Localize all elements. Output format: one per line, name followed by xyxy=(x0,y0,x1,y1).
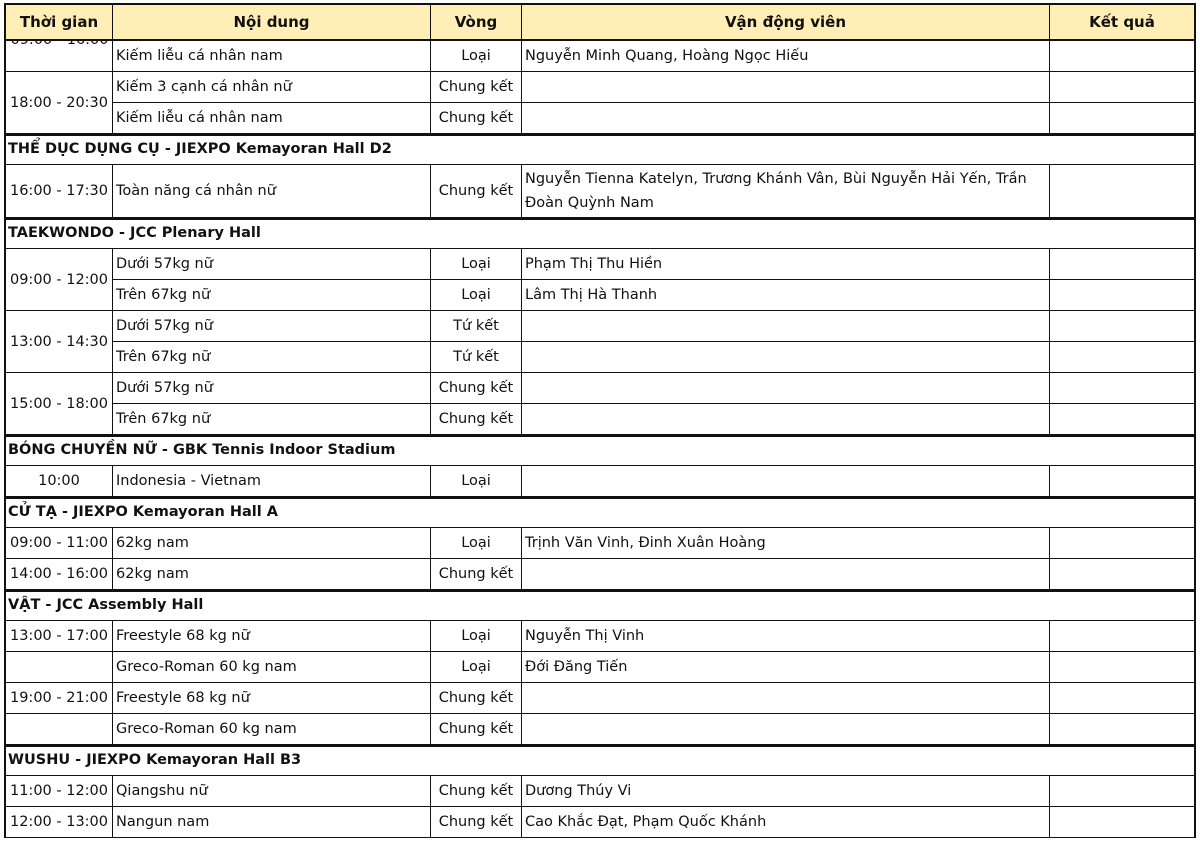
result-cell xyxy=(1050,652,1196,683)
event-cell: Kiếm 3 cạnh cá nhân nữ xyxy=(113,72,431,103)
round-cell: Chung kết xyxy=(431,72,522,103)
result-cell xyxy=(1050,807,1196,838)
event-cell: Nangun nam xyxy=(113,807,431,838)
athletes-cell xyxy=(522,404,1050,435)
time-cell: 09:00 - 11:00 xyxy=(4,528,113,559)
event-cell: Trên 67kg nữ xyxy=(113,280,431,311)
event-cell: Dưới 57kg nữ xyxy=(113,249,431,280)
time-cell: 18:00 - 20:30 xyxy=(4,72,113,134)
table-row xyxy=(4,280,1196,311)
event-cell: Dưới 57kg nữ xyxy=(113,373,431,404)
time-cell xyxy=(4,652,113,683)
table-row xyxy=(4,683,1196,714)
table-row xyxy=(4,466,1196,497)
table-row xyxy=(4,165,1196,218)
athletes-cell xyxy=(522,559,1050,590)
time-cell: 09:00 - 12:00 xyxy=(4,249,113,311)
header-result: Kết quả xyxy=(1089,13,1155,31)
athletes-cell xyxy=(522,72,1050,103)
time-cell: 13:00 - 17:00 xyxy=(4,621,113,652)
round-cell: Chung kết xyxy=(431,373,522,404)
result-cell xyxy=(1050,714,1196,745)
sport-section-title: CỬ TẠ - JIEXPO Kemayoran Hall A xyxy=(4,497,1196,528)
time-cell: 13:00 - 14:30 xyxy=(4,311,113,373)
sport-section-title: TAEKWONDO - JCC Plenary Hall xyxy=(4,218,1196,249)
result-cell xyxy=(1050,311,1196,342)
sport-section-title: WUSHU - JIEXPO Kemayoran Hall B3 xyxy=(4,745,1196,776)
result-cell xyxy=(1050,404,1196,435)
event-cell: Greco-Roman 60 kg nam xyxy=(113,652,431,683)
event-cell: Kiếm liễu cá nhân nam xyxy=(113,103,431,134)
time-cell: 15:00 - 18:00 xyxy=(4,373,113,435)
table-row xyxy=(4,404,1196,435)
athletes-cell xyxy=(522,342,1050,373)
round-cell: Chung kết xyxy=(431,683,522,714)
table-row xyxy=(4,72,1196,103)
athletes-cell: Nguyễn Tienna Katelyn, Trương Khánh Vân, Bùi Nguyễn Hải Yến, Trần Đoàn Quỳnh Nam xyxy=(522,165,1050,218)
result-cell xyxy=(1050,683,1196,714)
table-header xyxy=(4,3,1196,41)
round-cell: Tứ kết xyxy=(431,342,522,373)
event-cell: Indonesia - Vietnam xyxy=(113,466,431,497)
table-row xyxy=(4,807,1196,838)
round-cell: Loại xyxy=(431,621,522,652)
athletes-cell: Cao Khắc Đạt, Phạm Quốc Khánh xyxy=(522,807,1050,838)
round-cell: Loại xyxy=(431,652,522,683)
table-row xyxy=(4,373,1196,404)
cut-time-cell xyxy=(4,41,113,51)
athletes-cell: Nguyễn Thị Vinh xyxy=(522,621,1050,652)
event-cell: Freestyle 68 kg nữ xyxy=(113,683,431,714)
time-cell: 11:00 - 12:00 xyxy=(4,776,113,807)
event-cell: 62kg nam xyxy=(113,559,431,590)
round-cell: Chung kết xyxy=(431,165,522,218)
athletes-cell xyxy=(522,683,1050,714)
time-cell xyxy=(4,714,113,745)
time-cell: 12:00 - 13:00 xyxy=(4,807,113,838)
athletes-cell: Trịnh Văn Vinh, Đinh Xuân Hoàng xyxy=(522,528,1050,559)
schedule-table xyxy=(4,3,1196,841)
event-cell: Toàn năng cá nhân nữ xyxy=(113,165,431,218)
athletes-cell xyxy=(522,103,1050,134)
round-cell: Tứ kết xyxy=(431,311,522,342)
athletes-cell xyxy=(522,311,1050,342)
result-cell xyxy=(1050,373,1196,404)
result-cell xyxy=(1050,280,1196,311)
header-athletes: Vận động viên xyxy=(522,5,1050,39)
result-cell xyxy=(1050,165,1196,218)
result-cell xyxy=(1050,466,1196,497)
table-row xyxy=(4,714,1196,745)
result-cell xyxy=(1050,621,1196,652)
athletes-cell: Lâm Thị Hà Thanh xyxy=(522,280,1050,311)
round-cell: Loại xyxy=(431,41,522,72)
result-cell xyxy=(1050,249,1196,280)
athletes-cell xyxy=(522,373,1050,404)
athletes-cell xyxy=(522,714,1050,745)
table-row xyxy=(4,311,1196,342)
time-cell: 19:00 - 21:00 xyxy=(4,683,113,714)
table-row xyxy=(4,559,1196,590)
event-cell: Freestyle 68 kg nữ xyxy=(113,621,431,652)
sport-section-title: BÓNG CHUYỀN NỮ - GBK Tennis Indoor Stadium xyxy=(4,435,1196,466)
round-cell: Loại xyxy=(431,280,522,311)
round-cell: Loại xyxy=(431,466,522,497)
event-cell: Greco-Roman 60 kg nam xyxy=(113,714,431,745)
round-cell: Chung kết xyxy=(431,559,522,590)
event-cell: 62kg nam xyxy=(113,528,431,559)
event-cell: Qiangshu nữ xyxy=(113,776,431,807)
event-cell: Kiếm liễu cá nhân nam xyxy=(113,41,431,72)
table-row xyxy=(4,103,1196,134)
result-cell xyxy=(1050,776,1196,807)
table-row xyxy=(4,776,1196,807)
round-cell: Chung kết xyxy=(431,103,522,134)
table-row xyxy=(4,41,1196,72)
event-cell: Dưới 57kg nữ xyxy=(113,311,431,342)
event-cell: Trên 67kg nữ xyxy=(113,404,431,435)
table-row xyxy=(4,621,1196,652)
result-cell xyxy=(1050,342,1196,373)
header-event: Nội dung xyxy=(113,5,431,39)
result-cell xyxy=(1050,528,1196,559)
event-cell: Trên 67kg nữ xyxy=(113,342,431,373)
header-time: Thời gian xyxy=(6,5,113,39)
athletes-cell: Dương Thúy Vi xyxy=(522,776,1050,807)
result-cell xyxy=(1050,41,1196,72)
time-cell: 16:00 - 17:30 xyxy=(4,165,113,218)
round-cell: Loại xyxy=(431,249,522,280)
time-cell: 10:00 xyxy=(4,466,113,497)
round-cell: Chung kết xyxy=(431,776,522,807)
sport-section-title: VẬT - JCC Assembly Hall xyxy=(4,590,1196,621)
round-cell: Chung kết xyxy=(431,714,522,745)
round-cell: Chung kết xyxy=(431,807,522,838)
round-cell: Loại xyxy=(431,528,522,559)
round-cell: Chung kết xyxy=(431,404,522,435)
result-cell xyxy=(1050,103,1196,134)
table-row xyxy=(4,528,1196,559)
result-cell xyxy=(1050,72,1196,103)
table-row xyxy=(4,249,1196,280)
athletes-cell: Phạm Thị Thu Hiền xyxy=(522,249,1050,280)
result-cell xyxy=(1050,559,1196,590)
athletes-cell xyxy=(522,466,1050,497)
header-round: Vòng xyxy=(431,5,522,39)
athletes-cell: Nguyễn Minh Quang, Hoàng Ngọc Hiếu xyxy=(522,41,1050,72)
time-cell: 14:00 - 16:00 xyxy=(4,559,113,590)
athletes-cell: Đới Đăng Tiến xyxy=(522,652,1050,683)
sport-section-title: THỂ DỤC DỤNG CỤ - JIEXPO Kemayoran Hall D2 xyxy=(4,134,1196,165)
table-row xyxy=(4,652,1196,683)
table-row xyxy=(4,342,1196,373)
